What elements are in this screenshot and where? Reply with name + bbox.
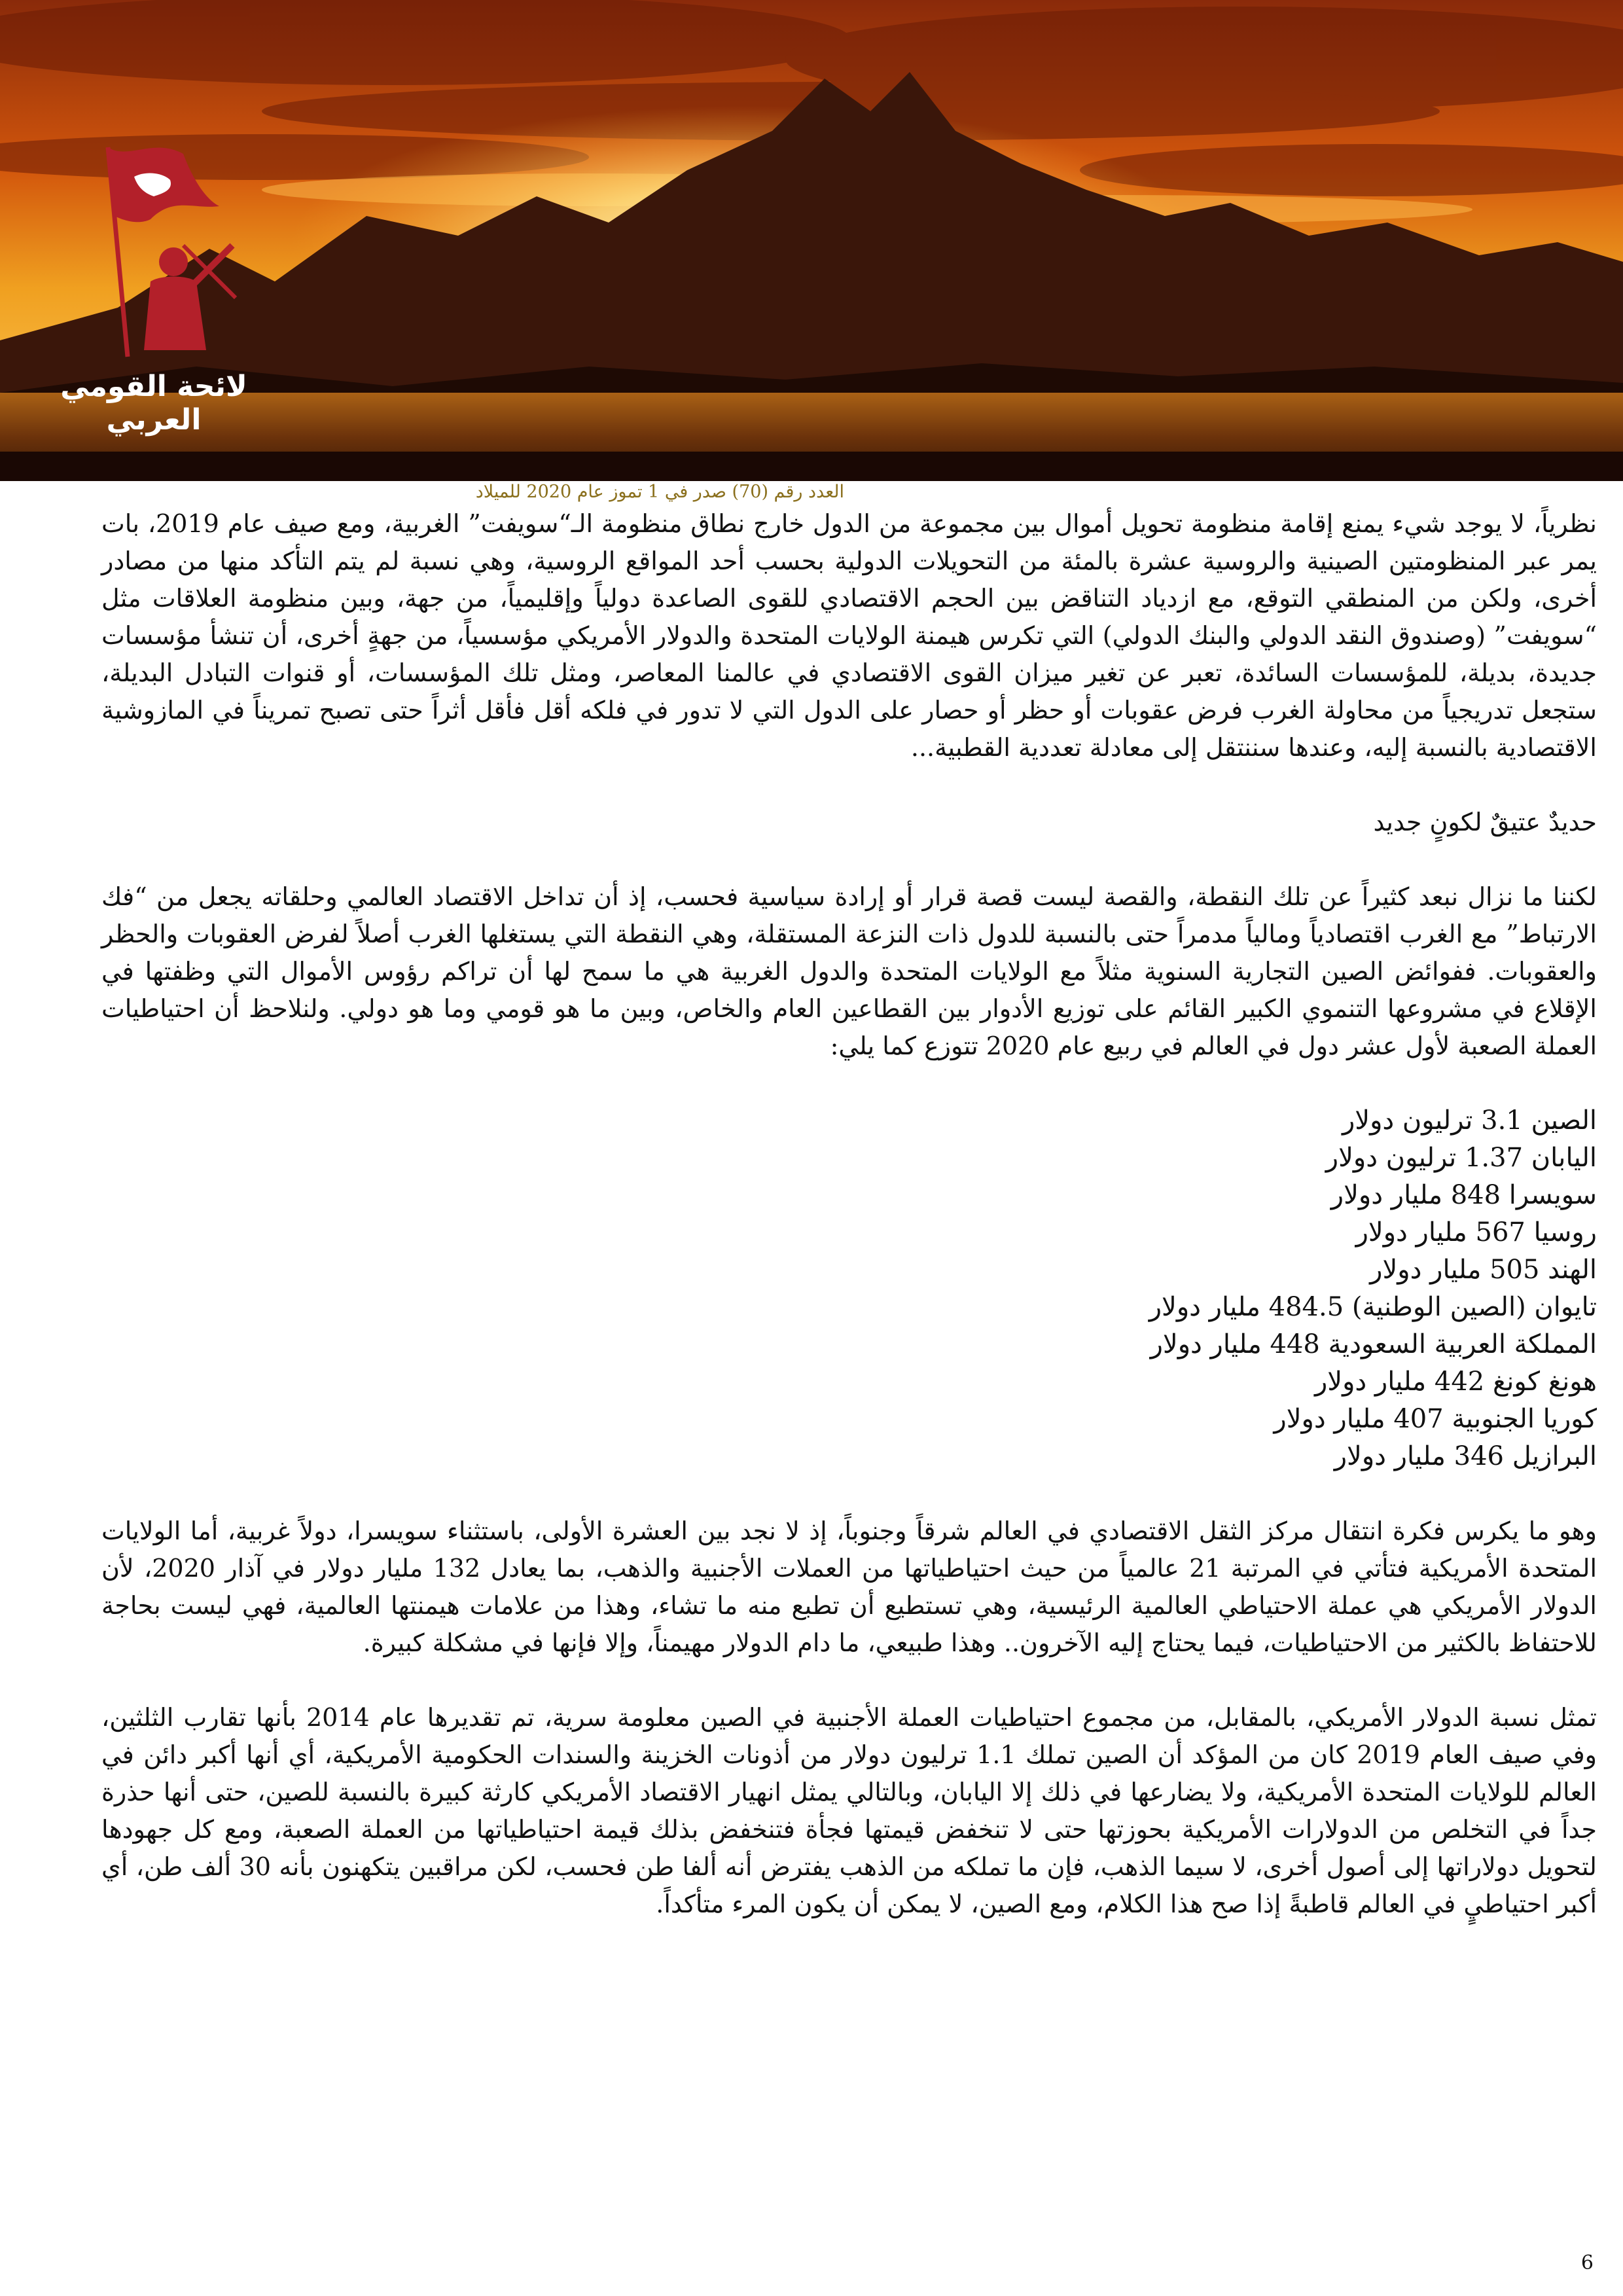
list-item: هونغ كونغ 442 مليار دولار	[1314, 1367, 1597, 1397]
list-item: الهند 505 مليار دولار	[1370, 1255, 1597, 1285]
article-body	[101, 505, 1597, 1923]
paragraph-2: لكننا ما نزال نبعد كثيراً عن تلك النقطة، والقصة ليست قصة قرار أو إرادة سياسية فحسب، إذ أن تداخل الاقتصاد العالمي وحلقاته يجعل من “فك الارتباط” مع الغرب اقتصادياً ومالياً مدمراً حتى بالنسبة للدول ذات النزعة المستقلة، وهي النقطة التي يستغلها الغرب أصلاً لفرض العقوبات والحظر والعقوبات. ففوائض الصين التجارية السنوية مثلاً مع الولايات المتحدة والدول الغربية هي ما سمح لها أن تراكم رؤوس الأموال التي وظفتها في الإقلاع في مشروعها التنموي الكبير القائم على توزيع الأدوار بين القطاعين العام والخاص، وبين ما هو قومي وما هو دولي. ولنلاحظ أن احتياطيات العملة الصعبة لأول عشر دول في العالم في ربيع عام 2020 تتوزع كما يلي:	[101, 882, 1597, 1060]
paragraph-3: وهو ما يكرس فكرة انتقال مركز الثقل الاقتصادي في العالم شرقاً وجنوباً، إذ لا نجد بين العشرة الأولى، باستثناء سويسرا، دولاً غربية، أما الولايات المتحدة الأمريكية فتأتي في المرتبة 21 عالمياً من حيث احتياطياتها من العملات الأجنبية والذهب، بما يعادل 132 مليار دولار في آذار 2020، لأن الدولار الأمريكي هي عملة الاحتياطي العالمية الرئيسية، وهي تستطيع أن تطبع منه ما تشاء، وهذا من علامات هيمنتها العالمية، فهي ليست بحاجة للاحتفاظ بالكثير من الاحتياطيات، فيما يحتاج إليه الآخرون.. وهذا طبيعي، ما دام الدولار مهيمناً، وإلا فإنها في مشكلة كبيرة.	[101, 1516, 1597, 1657]
list-item: الصين 3.1 ترليون دولار	[1342, 1105, 1597, 1136]
flag-fighter-icon	[16, 141, 291, 370]
paragraph-1: نظرياً، لا يوجد شيء يمنع إقامة منظومة تحويل أموال بين مجموعة من الدول خارج نطاق منظومة الـ“سويفت” الغربية، ومع صيف عام 2019، بات يمر عبر المنظومتين الصينية والروسية عشرة بالمئة من التحويلات الدولية بحسب أحد المواقع الروسية، وهي نسبة لم يتم التأكد منها من مصادر أخرى، ولكن من المنطقي التوقع، مع ازدياد التناقض بين الحجم الاقتصادي للقوى الصاعدة دولياً وإقليمياً، من جهة، وبين منظومة العلاقات مثل “سويفت” (وصندوق النقد الدولي والبنك الدولي) التي تكرس هيمنة الولايات المتحدة والدولار الأمريكي مؤسسياً، من جهةٍ أخرى، أن تنشأ مؤسسات جديدة، بديلة، للمؤسسات السائدة، تعبر عن تغير ميزان القوى الاقتصادي في عالمنا المعاصر، ومثل تلك المؤسسات، أو قنوات التبادل البديلة، ستجعل تدريجياً من محاولة الغرب فرض عقوبات أو حظر أو حصار على الدول التي لا تدور في فلكه أقل فأقل أثراً حتى تصبح تمريناً في المازوشية الاقتصادية بالنسبة إليه، وعندها سننتقل إلى معادلة تعددية القطبية...	[101, 509, 1597, 762]
list-item: كوريا الجنوبية 407 مليار دولار	[1274, 1404, 1597, 1434]
list-item: البرازيل 346 مليار دولار	[1334, 1441, 1597, 1471]
issue-line: العدد رقم (70) صدر في 1 تموز عام 2020 للميلاد	[475, 482, 844, 502]
list-item: روسيا 567 مليار دولار	[1355, 1217, 1597, 1247]
list-item: سويسرا 848 مليار دولار	[1330, 1180, 1597, 1210]
subheading: حديدٌ عتيقٌ لكونٍ جديد	[1373, 808, 1597, 836]
logo-text: لائحة القومي العربي	[60, 370, 247, 437]
list-item: المملكة العربية السعودية 448 مليار دولار	[1150, 1329, 1597, 1359]
list-item: اليابان 1.37 ترليون دولار	[1325, 1143, 1597, 1173]
paragraph-4: تمثل نسبة الدولار الأمريكي، بالمقابل، من مجموع احتياطيات العملة الأجنبية في الصين معلومة سرية، تم تقديرها عام 2014 بأنها تقارب الثلثين، وفي صيف العام 2019 كان من المؤكد أن الصين تملك 1.1 ترليون دولار من أذونات الخزينة والسندات الحكومية الأمريكية، أي أنها أكبر دائن في العالم للولايات المتحدة الأمريكية، ولا يضارعها في ذلك إلا اليابان، وبالتالي يمثل انهيار الاقتصاد الأمريكي كارثة كبيرة بالنسبة للصين، حتى أنها حذرة جداً في التخلص من الدولارات الأمريكية بحوزتها حتى لا تنخفض قيمتها فجأة فتنخفض بذلك قيمة احتياطياتها من العملة الصعبة، ومع كل جهودها لتحويل دولاراتها إلى أصول أخرى، لا سيما الذهب، فإن ما تملكه من الذهب يفترض أنه ألفا طن فحسب، لكن مراقبين يتكهنون بأنه 30 ألف طن، أي أكبر احتياطيٍ في العالم قاطبةً إذا صح هذا الكلام، ومع الصين، لا يمكن أن يكون المرء متأكداً.	[101, 1703, 1597, 1918]
list-item: تايوان (الصين الوطنية) 484.5 مليار دولار	[1149, 1292, 1597, 1322]
reserves-list	[101, 1102, 1597, 1475]
organization-logo	[16, 141, 291, 437]
header-banner	[0, 0, 1623, 481]
page-number: 6	[1580, 2251, 1594, 2274]
